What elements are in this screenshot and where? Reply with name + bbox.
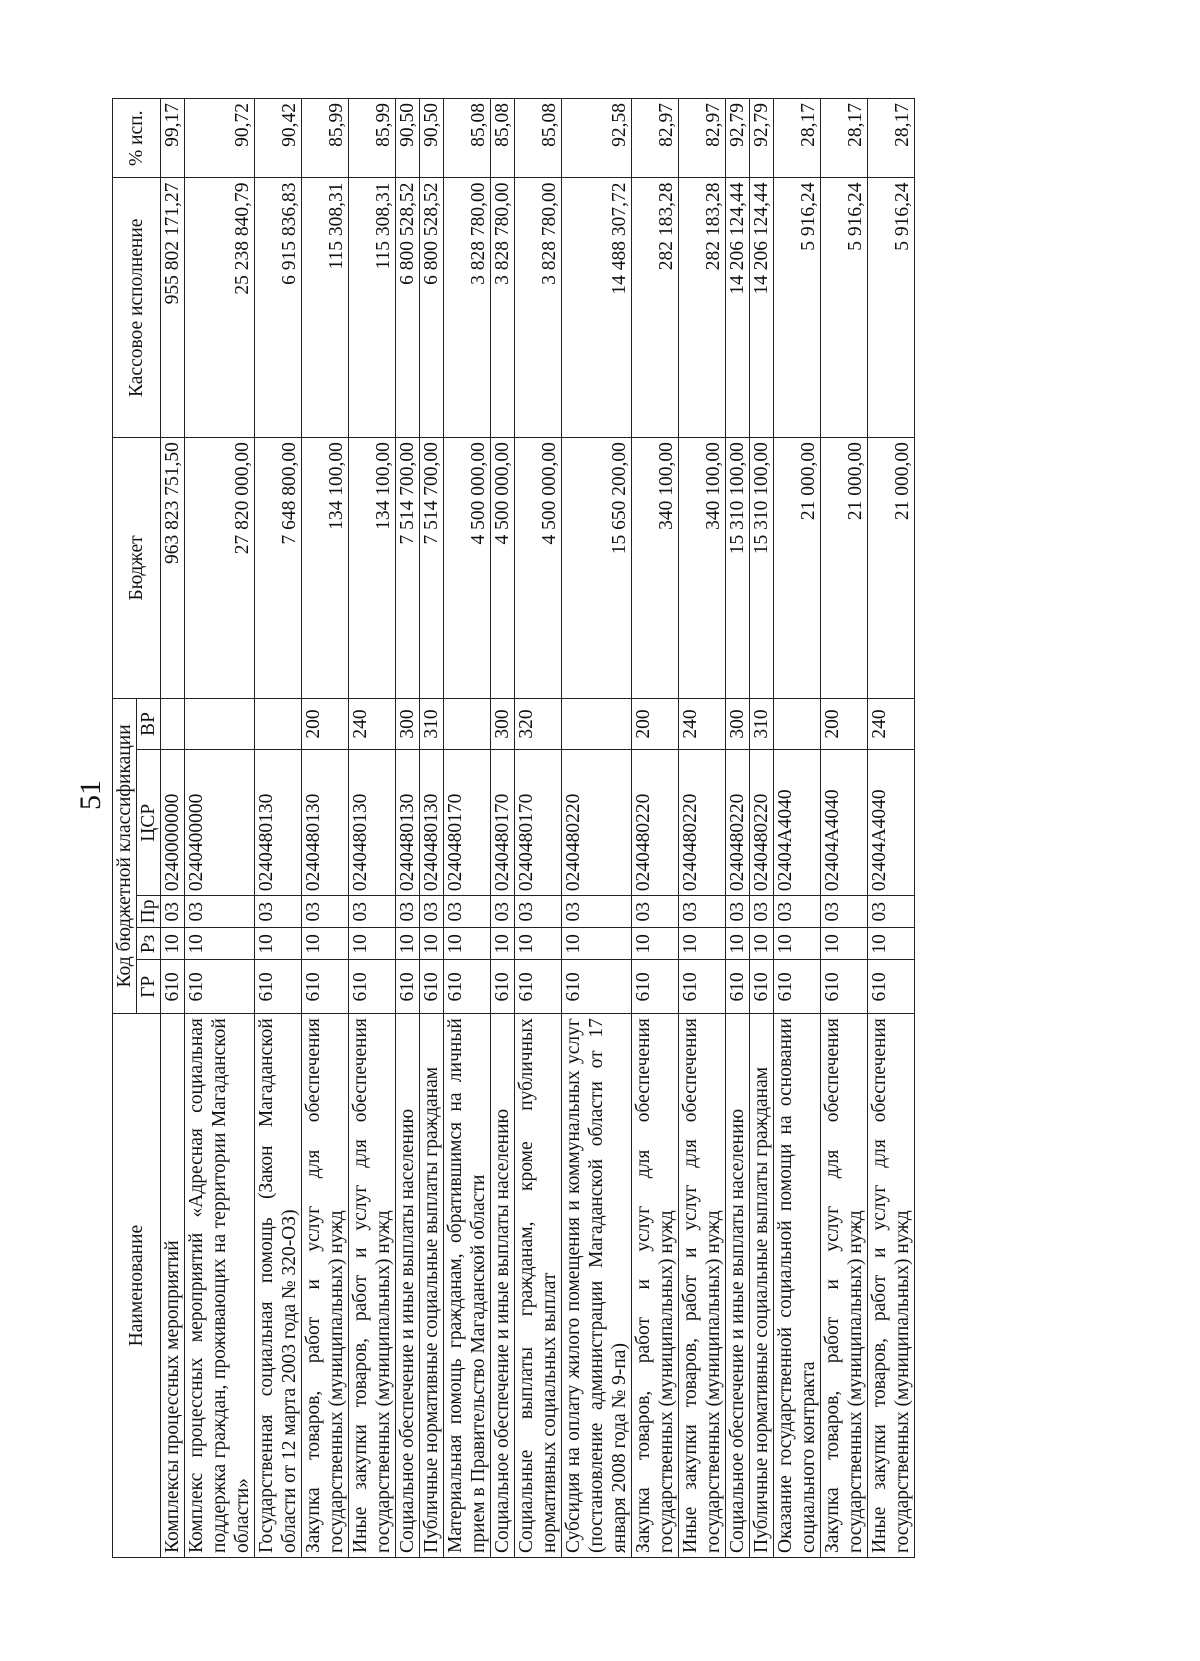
table-row	[255, 99, 302, 1558]
row-vr: 310	[750, 698, 774, 750]
row-gr: 610	[632, 960, 679, 1014]
row-name: Социальное обеспечение и иные выплаты населению	[726, 1014, 750, 1558]
row-csr: 02404А4040	[774, 750, 821, 896]
header-vr: ВР	[137, 698, 161, 750]
row-gr: 610	[726, 960, 750, 1014]
row-pr: 03	[515, 896, 562, 928]
row-pr: 03	[562, 896, 632, 928]
row-csr: 0240480220	[562, 750, 632, 896]
row-rz: 10	[821, 928, 868, 960]
row-gr: 610	[161, 960, 185, 1014]
row-gr: 610	[562, 960, 632, 1014]
row-cash: 14 206 124,44	[750, 178, 774, 438]
row-rz: 10	[420, 928, 444, 960]
row-vr: 240	[868, 698, 915, 750]
row-csr: 02404А4040	[821, 750, 868, 896]
table-row	[774, 99, 821, 1558]
table-row	[515, 99, 562, 1558]
row-pct: 85,99	[349, 99, 396, 178]
row-budget: 963 823 751,50	[161, 438, 185, 699]
row-rz: 10	[632, 928, 679, 960]
row-name: Социальное обеспечение и иные выплаты населению	[396, 1014, 420, 1558]
table-row	[679, 99, 726, 1558]
row-pct: 85,08	[515, 99, 562, 178]
header-pr: Пр	[137, 896, 161, 928]
row-budget: 4 500 000,00	[491, 438, 515, 699]
row-cash: 14 206 124,44	[726, 178, 750, 438]
row-name: Публичные нормативные социальные выплаты гражданам	[420, 1014, 444, 1558]
row-cash: 955 802 171,27	[161, 178, 185, 438]
row-name: Публичные нормативные социальные выплаты гражданам	[750, 1014, 774, 1558]
row-csr: 0240480220	[726, 750, 750, 896]
row-gr: 610	[185, 960, 255, 1014]
row-rz: 10	[562, 928, 632, 960]
header-csr: ЦСР	[137, 750, 161, 896]
row-vr: 200	[632, 698, 679, 750]
rotated-table-container	[112, 98, 1042, 1558]
row-pr: 03	[679, 896, 726, 928]
row-pr: 03	[255, 896, 302, 928]
row-cash: 6 800 528,52	[396, 178, 420, 438]
row-pct: 90,50	[420, 99, 444, 178]
row-vr: 240	[679, 698, 726, 750]
row-cash: 6 915 836,83	[255, 178, 302, 438]
row-pct: 28,17	[821, 99, 868, 178]
table-row	[750, 99, 774, 1558]
row-budget: 15 650 200,00	[562, 438, 632, 699]
row-pr: 03	[774, 896, 821, 928]
row-csr: 0240480130	[349, 750, 396, 896]
row-name: Комплексы процессных мероприятий	[161, 1014, 185, 1558]
header-row-1	[113, 99, 137, 1558]
table-row	[444, 99, 491, 1558]
row-budget: 340 100,00	[632, 438, 679, 699]
row-gr: 610	[491, 960, 515, 1014]
row-budget: 134 100,00	[349, 438, 396, 699]
row-cash: 115 308,31	[349, 178, 396, 438]
row-cash: 14 488 307,72	[562, 178, 632, 438]
row-vr	[161, 698, 185, 750]
row-vr: 300	[396, 698, 420, 750]
table-row	[396, 99, 420, 1558]
row-cash: 3 828 780,00	[515, 178, 562, 438]
row-name: Иные закупки товаров, работ и услуг для обеспечения государственных (муниципальных) нужд	[868, 1014, 915, 1558]
row-csr: 0240480220	[679, 750, 726, 896]
row-budget: 4 500 000,00	[515, 438, 562, 699]
row-rz: 10	[679, 928, 726, 960]
row-pr: 03	[868, 896, 915, 928]
row-pr: 03	[185, 896, 255, 928]
row-cash: 6 800 528,52	[420, 178, 444, 438]
row-csr: 0240480130	[255, 750, 302, 896]
row-pr: 03	[632, 896, 679, 928]
header-budget: Бюджет	[113, 438, 161, 699]
row-pr: 03	[396, 896, 420, 928]
header-pct: % исп.	[113, 99, 161, 178]
row-budget: 21 000,00	[774, 438, 821, 699]
row-rz: 10	[868, 928, 915, 960]
row-name: Социальное обеспечение и иные выплаты населению	[491, 1014, 515, 1558]
row-rz: 10	[444, 928, 491, 960]
table-row	[562, 99, 632, 1558]
row-budget: 7 514 700,00	[396, 438, 420, 699]
table-row	[632, 99, 679, 1558]
row-gr: 610	[255, 960, 302, 1014]
budget-table	[112, 98, 915, 1558]
row-name: Иные закупки товаров, работ и услуг для обеспечения государственных (муниципальных) нужд	[349, 1014, 396, 1558]
table-row	[302, 99, 349, 1558]
row-budget: 4 500 000,00	[444, 438, 491, 699]
header-gr: ГР	[137, 960, 161, 1014]
row-rz: 10	[255, 928, 302, 960]
row-pct: 99,17	[161, 99, 185, 178]
table-row	[161, 99, 185, 1558]
row-budget: 15 310 100,00	[750, 438, 774, 699]
row-name: Государственная социальная помощь (Закон Магаданской области от 12 марта 2003 года № 320-ОЗ)	[255, 1014, 302, 1558]
row-vr	[185, 698, 255, 750]
row-cash: 5 916,24	[774, 178, 821, 438]
row-pct: 90,72	[185, 99, 255, 178]
row-pr: 03	[491, 896, 515, 928]
row-budget: 15 310 100,00	[726, 438, 750, 699]
table-row	[185, 99, 255, 1558]
header-code-group: Код бюджетной классификации	[113, 698, 137, 1013]
row-rz: 10	[161, 928, 185, 960]
row-rz: 10	[185, 928, 255, 960]
row-vr: 300	[491, 698, 515, 750]
row-gr: 610	[396, 960, 420, 1014]
row-name: Комплекс процессных мероприятий «Адресная социальная поддержка граждан, проживающих на территории Магаданской области»	[185, 1014, 255, 1558]
row-csr: 0240480220	[750, 750, 774, 896]
row-gr: 610	[679, 960, 726, 1014]
row-name: Закупка товаров, работ и услуг для обеспечения государственных (муниципальных) нужд	[302, 1014, 349, 1558]
row-gr: 610	[750, 960, 774, 1014]
row-vr: 240	[349, 698, 396, 750]
row-pr: 03	[726, 896, 750, 928]
row-budget: 7 648 800,00	[255, 438, 302, 699]
row-cash: 25 238 840,79	[185, 178, 255, 438]
row-cash: 5 916,24	[821, 178, 868, 438]
row-cash: 5 916,24	[868, 178, 915, 438]
row-name: Субсидия на оплату жилого помещения и коммунальных услуг (постановление администрации Магаданской области от 17 января 2008 года № 9-па)	[562, 1014, 632, 1558]
row-csr: 0240480170	[491, 750, 515, 896]
row-name: Иные закупки товаров, работ и услуг для обеспечения государственных (муниципальных) нужд	[679, 1014, 726, 1558]
row-rz: 10	[750, 928, 774, 960]
header-rz: Рз	[137, 928, 161, 960]
page-number: 51	[74, 780, 107, 810]
row-csr: 0240400000	[185, 750, 255, 896]
row-pct: 82,97	[632, 99, 679, 178]
row-rz: 10	[349, 928, 396, 960]
row-csr: 0240480130	[420, 750, 444, 896]
row-gr: 610	[420, 960, 444, 1014]
row-pct: 92,58	[562, 99, 632, 178]
row-rz: 10	[774, 928, 821, 960]
row-rz: 10	[515, 928, 562, 960]
row-budget: 21 000,00	[868, 438, 915, 699]
row-cash: 3 828 780,00	[444, 178, 491, 438]
row-vr	[774, 698, 821, 750]
row-gr: 610	[444, 960, 491, 1014]
row-vr: 200	[302, 698, 349, 750]
row-gr: 610	[821, 960, 868, 1014]
row-pct: 85,08	[444, 99, 491, 178]
row-gr: 610	[302, 960, 349, 1014]
row-name: Закупка товаров, работ и услуг для обеспечения государственных (муниципальных) нужд	[632, 1014, 679, 1558]
row-pct: 92,79	[750, 99, 774, 178]
table-body	[161, 99, 915, 1558]
row-budget: 27 820 000,00	[185, 438, 255, 699]
row-pr: 03	[750, 896, 774, 928]
row-pr: 03	[302, 896, 349, 928]
row-pct: 82,97	[679, 99, 726, 178]
row-pct: 28,17	[868, 99, 915, 178]
row-csr: 0240480130	[396, 750, 420, 896]
row-budget: 7 514 700,00	[420, 438, 444, 699]
row-gr: 610	[349, 960, 396, 1014]
row-csr: 0240480170	[444, 750, 491, 896]
row-gr: 610	[515, 960, 562, 1014]
row-budget: 134 100,00	[302, 438, 349, 699]
row-vr: 300	[726, 698, 750, 750]
table-row	[726, 99, 750, 1558]
row-pr: 03	[161, 896, 185, 928]
row-budget: 340 100,00	[679, 438, 726, 699]
row-vr: 320	[515, 698, 562, 750]
row-rz: 10	[491, 928, 515, 960]
row-rz: 10	[726, 928, 750, 960]
row-csr: 0240480220	[632, 750, 679, 896]
row-vr: 200	[821, 698, 868, 750]
row-cash: 282 183,28	[632, 178, 679, 438]
row-cash: 282 183,28	[679, 178, 726, 438]
row-csr: 0240000000	[161, 750, 185, 896]
row-csr: 02404А4040	[868, 750, 915, 896]
row-pr: 03	[444, 896, 491, 928]
table-row	[821, 99, 868, 1558]
row-name: Закупка товаров, работ и услуг для обеспечения государственных (муниципальных) нужд	[821, 1014, 868, 1558]
row-vr	[444, 698, 491, 750]
row-pct: 90,42	[255, 99, 302, 178]
row-name: Материальная помощь гражданам, обратившимся на личный прием в Правительство Магаданской области	[444, 1014, 491, 1558]
row-pct: 92,79	[726, 99, 750, 178]
row-pct: 90,50	[396, 99, 420, 178]
row-pr: 03	[349, 896, 396, 928]
row-pct: 85,08	[491, 99, 515, 178]
header-name: Наименование	[113, 1014, 161, 1558]
row-name: Социальные выплаты гражданам, кроме публичных нормативных социальных выплат	[515, 1014, 562, 1558]
row-pct: 28,17	[774, 99, 821, 178]
row-gr: 610	[774, 960, 821, 1014]
row-vr: 310	[420, 698, 444, 750]
row-budget: 21 000,00	[821, 438, 868, 699]
row-vr	[562, 698, 632, 750]
table-row	[868, 99, 915, 1558]
row-vr	[255, 698, 302, 750]
table-row	[491, 99, 515, 1558]
header-cash: Кассовое исполнение	[113, 178, 161, 438]
row-pr: 03	[420, 896, 444, 928]
row-cash: 3 828 780,00	[491, 178, 515, 438]
row-rz: 10	[396, 928, 420, 960]
row-cash: 115 308,31	[302, 178, 349, 438]
row-csr: 0240480170	[515, 750, 562, 896]
row-pr: 03	[821, 896, 868, 928]
row-pct: 85,99	[302, 99, 349, 178]
row-csr: 0240480130	[302, 750, 349, 896]
row-name: Оказание государственной социальной помощи на основании социального контракта	[774, 1014, 821, 1558]
row-gr: 610	[868, 960, 915, 1014]
table-row	[349, 99, 396, 1558]
table-row	[420, 99, 444, 1558]
row-rz: 10	[302, 928, 349, 960]
